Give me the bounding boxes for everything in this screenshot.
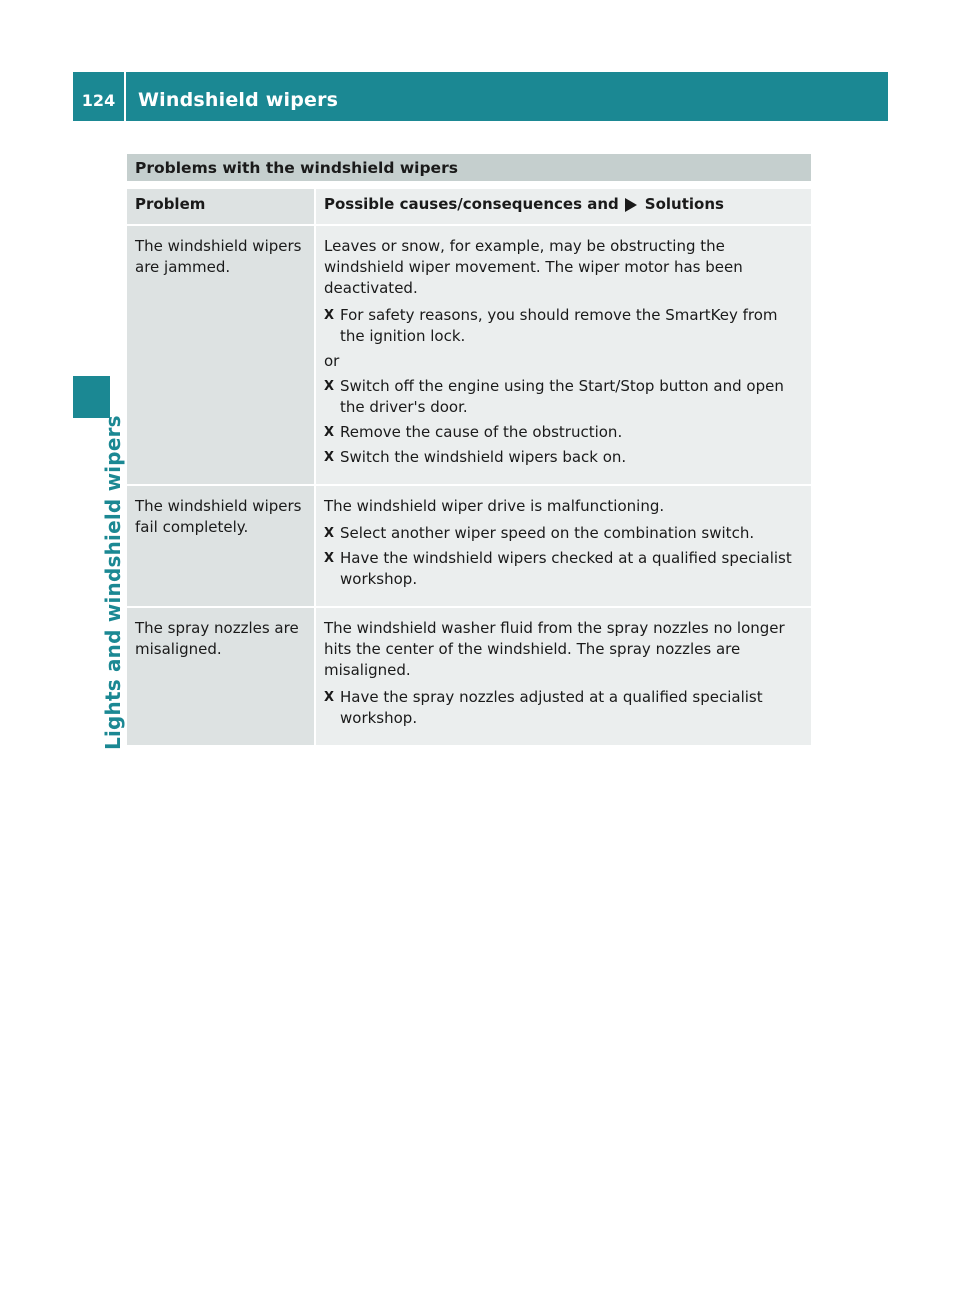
page-title: Windshield wipers xyxy=(138,88,339,111)
problem-cell: The windshield wipers are jammed. xyxy=(127,226,314,484)
header-solutions xyxy=(316,189,811,224)
step-text: For safety reasons, you should remove the SmartKey from the ignition lock. xyxy=(340,306,778,345)
step-text: Switch the windshield wipers back on. xyxy=(340,448,627,466)
step-marker-icon: X xyxy=(324,450,335,465)
step-text: Have the windshield wipers checked at a qualified specialist workshop. xyxy=(340,549,792,588)
cause-text: Leaves or snow, for example, may be obstructing the windshield wiper movement. The wiper motor has been deactivated. xyxy=(324,237,743,297)
table-header-row xyxy=(127,189,811,226)
troubleshooting-table xyxy=(127,189,811,747)
step-text: Have the spray nozzles adjusted at a qualified specialist workshop. xyxy=(340,688,763,727)
solution-cell xyxy=(316,608,811,745)
step xyxy=(324,376,805,418)
step xyxy=(324,523,805,544)
step xyxy=(324,305,805,347)
table-row xyxy=(127,608,811,747)
problem-cell: The spray nozzles are misaligned. xyxy=(127,608,314,745)
header-problem: Problem xyxy=(127,189,314,224)
step-marker-icon: X xyxy=(324,526,335,541)
step-marker-icon: X xyxy=(324,551,335,566)
page-number: 124 xyxy=(73,72,126,121)
solution-cell xyxy=(316,486,811,606)
step-marker-icon: X xyxy=(324,425,335,440)
table-row xyxy=(127,226,811,486)
cause-text: The windshield washer fluid from the spray nozzles no longer hits the center of the windshield. The spray nozzles are misaligned. xyxy=(324,619,785,679)
step xyxy=(324,548,805,590)
table-title: Problems with the windshield wipers xyxy=(127,154,811,181)
step xyxy=(324,422,805,443)
page-header xyxy=(73,72,888,121)
section-label: Lights and windshield wipers xyxy=(101,415,125,750)
solution-cell xyxy=(316,226,811,484)
step-marker-icon: X xyxy=(324,690,335,705)
header-solutions-suffix: Solutions xyxy=(644,195,724,213)
step-text: Switch off the engine using the Start/Stop button and open the driver's door. xyxy=(340,377,784,416)
table-row xyxy=(127,486,811,608)
play-arrow-icon xyxy=(625,198,637,212)
header-solutions-prefix: Possible causes/consequences and xyxy=(324,195,619,213)
step xyxy=(324,687,805,729)
step-text: Select another wiper speed on the combination switch. xyxy=(340,524,755,542)
or-text: or xyxy=(324,352,340,370)
problem-cell: The windshield wipers fail completely. xyxy=(127,486,314,606)
step xyxy=(324,447,805,468)
step-text: Remove the cause of the obstruction. xyxy=(340,423,623,441)
step-marker-icon: X xyxy=(324,308,335,323)
step-marker-icon: X xyxy=(324,379,335,394)
cause-text: The windshield wiper drive is malfunctioning. xyxy=(324,497,665,515)
section-marker xyxy=(73,376,110,418)
